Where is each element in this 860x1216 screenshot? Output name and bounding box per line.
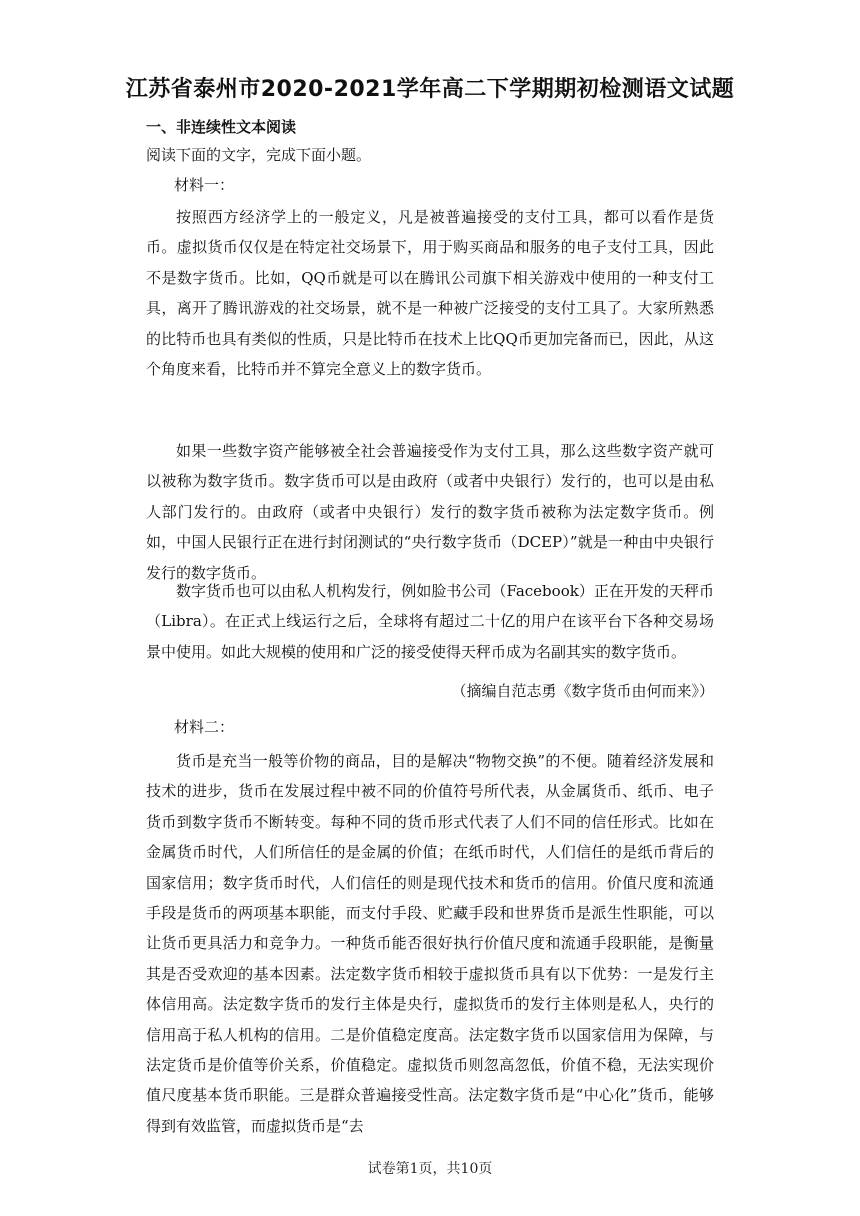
page-footer: 试卷第1页，共10页 xyxy=(367,1161,493,1177)
section-heading: 一、非连续性文本阅读 xyxy=(146,118,297,136)
paragraph-text: 按照西方经济学上的一般定义，凡是被普遍接受的支付工具，都可以看作是货币。虚拟货币仅仅是在特定社交场景下，用于购买商品和服务的电子支付工具，因此不是数字货币。比如，QQ币就是可以在腾讯公司旗下相关游戏中使用的一种支付工具，离开了腾讯游戏的社交场景，就不是一种被广泛接受的支付工具了。大家所熟悉的比特币也具有类似的性质，只是比特币在技术上比QQ币更加完备而已，因此，从这个角度来看，比特币并不算完全意义上的数字货币。 xyxy=(146,208,714,379)
document-title: 江苏省泰州市2020-2021学年高二下学期期初检测语文试题 xyxy=(125,77,735,102)
material-two-label: 材料二： xyxy=(174,718,235,736)
material-one-label: 材料一： xyxy=(174,176,235,194)
paragraph-text: 货币是充当一般等价物的商品，目的是解决“物物交换”的不便。随着经济发展和技术的进步，货币在发展过程中被不同的价值符号所代表，从金属货币、纸币、电子货币到数字货币不断转变。每种不同的货币形式代表了人们不同的信任形式。比如在金属货币时代，人们所信任的是金属的价值；在纸币时代，人们信任的是纸币背后的国家信用；数字货币时代，人们信任的则是现代技术和货币的信用。价值尺度和流通手段是货币的两项基本职能，而支付手段、贮藏手段和世界货币是派生性职能，可以让货币更具活力和竞争力。一种货币能否很好执行价值尺度和流通手段职能，是衡量其是否受欢迎的基本因素。法定数字货币相较于虚拟货币具有以下优势：一是发行主体信用高。法定数字货币的发行主体是央行，虚拟货币的发行主体则是私人，央行的信用高于私人机构的信用。二是价值稳定度高。法定数字货币以国家信用为保障，与法定货币是价值等价关系，价值稳定。虚拟货币则忽高忽低，价值不稳，无法实现价值尺度基本货币职能。三是群众普遍接受性高。法定数字货币是“中心化”货币，能够得到有效监管，而虚拟货币是“去 xyxy=(146,752,714,1135)
paragraph-text: 如果一些数字资产能够被全社会普遍接受作为支付工具，那么这些数字资产就可以被称为数字货币。数字货币可以是由政府（或者中央银行）发行的，也可以是由私人部门发行的。由政府（或者中央银行）发行的数字货币被称为法定数字货币。例如，中国人民银行正在进行封闭测试的“央行数字货币（DCEP）”就是一种由中央银行发行的数字货币。 xyxy=(146,442,714,582)
material-one-paragraph-3 xyxy=(146,576,714,667)
material-one-paragraph-2 xyxy=(146,436,714,588)
material-one-paragraph-1 xyxy=(146,202,714,384)
reading-instruction: 阅读下面的文字，完成下面小题。 xyxy=(146,146,372,164)
paragraph-text: 数字货币也可以由私人机构发行，例如脸书公司（Facebook）正在开发的天秤币（Libra）。在正式上线运行之后，全球将有超过二十亿的用户在该平台下各种交易场景中使用。如此大规模的使用和广泛的接受使得天秤币成为名副其实的数字货币。 xyxy=(146,582,714,661)
material-one-source: （摘编自范志勇《数字货币由何而来》） xyxy=(451,682,714,700)
material-two-paragraph xyxy=(146,746,714,1141)
